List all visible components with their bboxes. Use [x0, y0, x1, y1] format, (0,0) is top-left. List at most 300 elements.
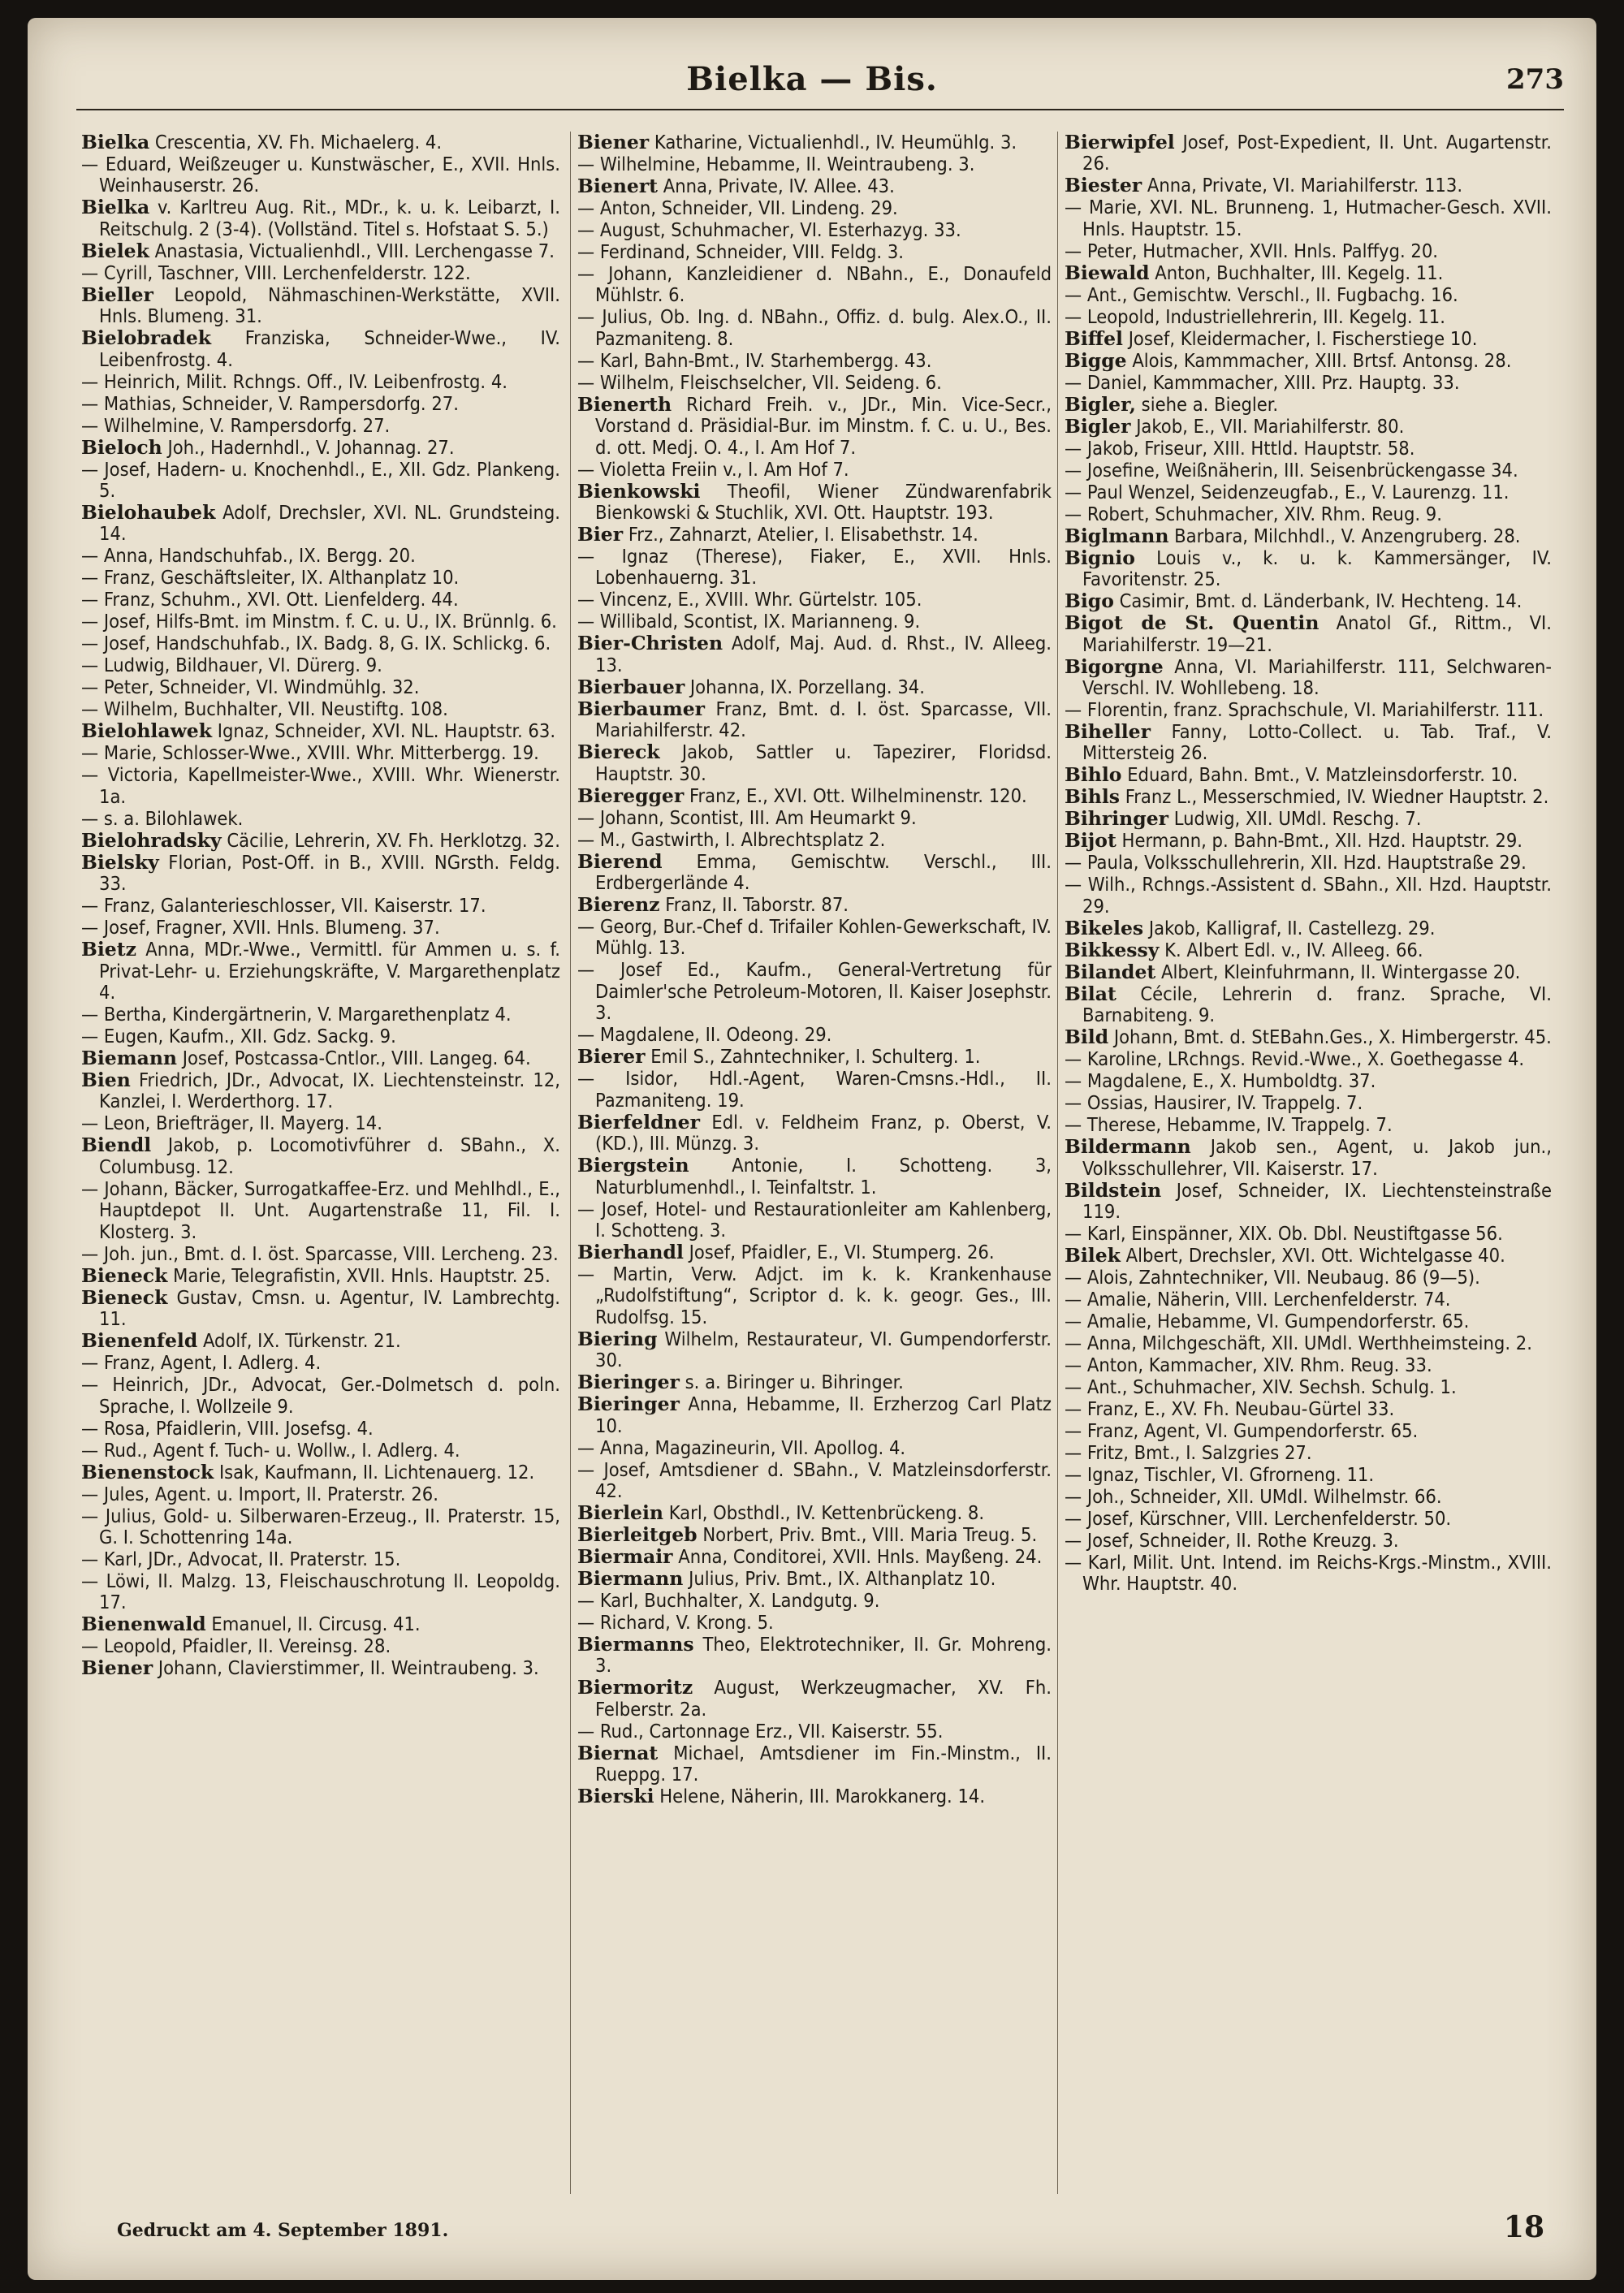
entry-details: siehe a. Biegler. — [1141, 392, 1279, 416]
entry-details: Casimir, Bmt. d. Länderbank, IV. Hechteng. 14. — [1119, 589, 1522, 613]
directory-entry — [1065, 1420, 1552, 1441]
entry-surname: Bielek — [81, 239, 149, 262]
entry-details: — Ferdinand, Schneider, VIII. Feldg. 3. — [577, 240, 905, 263]
entry-details: — Anton, Schneider, VII. Lindeng. 29. — [577, 196, 898, 219]
entry-details: Cécile, Lehrerin d. franz. Sprache, VI. Barnabiteng. 9. — [1082, 982, 1552, 1027]
directory-entry — [81, 1069, 560, 1112]
directory-entry — [577, 1198, 1052, 1242]
directory-entry — [577, 916, 1052, 959]
directory-entry — [577, 1524, 1052, 1545]
entry-details: — s. a. Bilohlawek. — [81, 806, 244, 830]
entry-surname: Bigot de St. Quentin — [1065, 611, 1320, 635]
entry-surname: Bierer — [577, 1045, 646, 1069]
entry-details: Adolf, Maj. Aud. d. Rhst., IV. Alleeg. 13. — [595, 632, 1052, 676]
entry-surname: Bielka — [81, 132, 150, 153]
entry-details: Franz, II. Taborstr. 87. — [665, 893, 849, 917]
entry-surname: Bienerth — [577, 392, 672, 416]
directory-entry — [81, 1570, 560, 1613]
entry-details: — Marie, XVI. NL. Brunneng. 1, Hutmacher-Gesch. XVII. Hnls. Hauptstr. 15. — [1065, 196, 1552, 240]
entry-surname: Bild — [1065, 1026, 1109, 1049]
entry-details: — Paul Wenzel, Seidenzeugfab., E., V. Laurenzg. 11. — [1065, 480, 1510, 503]
directory-entry — [577, 807, 1052, 828]
entry-details: — Georg, Bur.-Chef d. Trifailer Kohlen-Gewerkschaft, IV. Mühlg. 13. — [577, 915, 1052, 960]
directory-entry — [1065, 764, 1552, 785]
directory-entry — [81, 808, 560, 829]
entry-details: Isak, Kaufmann, II. Lichtenauerg. 12. — [218, 1460, 535, 1483]
entry-surname: Biener — [577, 132, 650, 153]
directory-entry — [577, 1590, 1052, 1611]
entry-details: — Josef, Schneider, II. Rothe Kreuzg. 3. — [1065, 1529, 1399, 1552]
directory-entry — [1065, 394, 1552, 415]
directory-entry — [81, 1352, 560, 1373]
directory-entry — [81, 720, 560, 741]
entry-surname: Bildstein — [1065, 1178, 1162, 1202]
entry-details: Emil S., Zahntechniker, I. Schulterg. 1. — [650, 1045, 981, 1069]
entry-surname: Bikkessy — [1065, 938, 1160, 961]
entry-details: Josef, Pfaidler, E., VI. Stumperg. 26. — [689, 1240, 995, 1263]
directory-entry — [81, 742, 560, 763]
directory-entry — [81, 459, 560, 502]
entry-details: Crescentia, XV. Fh. Michaelerg. 4. — [154, 132, 443, 153]
directory-entry — [81, 939, 560, 1003]
entry-details: — Julius, Ob. Ing. d. NBahn., Offiz. d. bulg. Alex.O., II. Pazmaniteng. 8. — [577, 305, 1052, 350]
entry-surname: Bielobradek — [81, 326, 212, 350]
entry-details: Josef, Post-Expedient, II. Unt. Augartenstr. 26. — [1082, 132, 1552, 175]
entry-details: — Franz, Agent, VI. Gumpendorferstr. 65. — [1065, 1419, 1419, 1443]
directory-entry — [81, 327, 560, 370]
directory-entry — [1065, 1552, 1552, 1595]
directory-entry — [81, 895, 560, 916]
entry-details: Joh., Hadernhdl., V. Johannag. 27. — [167, 435, 455, 459]
directory-entry — [81, 284, 560, 327]
entry-details: Johann, Bmt. d. StEBahn.Ges., X. Himbergerstr. 45. — [1113, 1026, 1552, 1049]
entry-details: Ludwig, XII. UMdl. Reschg. 7. — [1173, 807, 1422, 831]
entry-details: K. Albert Edl. v., IV. Alleeg. 66. — [1164, 938, 1423, 961]
entry-details: — Johann, Kanzleidiener d. NBahn., E., Donaufeld Mühlstr. 6. — [577, 262, 1052, 307]
directory-entry — [1065, 721, 1552, 764]
entry-details: — Julius, Gold- u. Silberwaren-Erzeug., II. Praterstr. 15, G. I. Schottenring 14a. — [81, 1504, 560, 1548]
entry-details: Josef, Postcassa-Cntlor., VIII. Langeg. 64. — [182, 1047, 531, 1070]
entry-surname: Bielohaubek — [81, 501, 216, 525]
directory-entry — [1065, 961, 1552, 982]
directory-entry — [1065, 1223, 1552, 1244]
directory-entry — [1065, 196, 1552, 240]
entry-details: — Vincenz, E., XVIII. Whr. Gürtelstr. 105. — [577, 588, 922, 611]
entry-details: — Josefine, Weißnäherin, III. Seisenbrückengasse 34. — [1065, 458, 1518, 481]
directory-entry — [81, 917, 560, 938]
entry-details: Gustav, Cmsn. u. Agentur, IV. Lambrechtg. 11. — [99, 1285, 560, 1331]
entry-surname: Bierwipfel — [1065, 132, 1175, 153]
entry-details: — Mathias, Schneider, V. Rampersdorfg. 27. — [81, 391, 459, 415]
directory-entry — [577, 1568, 1052, 1589]
entry-details: — Leopold, Industriellehrerin, III. Kegelg. 11. — [1065, 304, 1445, 328]
entry-details: — Ossias, Hausirer, IV. Trappelg. 7. — [1065, 1091, 1363, 1115]
directory-entry — [1065, 284, 1552, 305]
directory-entry — [577, 1371, 1052, 1393]
entry-details: Anton, Buchhalter, III. Kegelg. 11. — [1155, 261, 1444, 284]
entry-details: — Rud., Cartonnage Erz., VII. Kaiserstr. 55. — [577, 1719, 944, 1742]
entry-details: Jakob, Kalligraf, II. Castellezg. 29. — [1148, 916, 1436, 939]
directory-entry — [577, 894, 1052, 915]
running-title: Bielka — Bis. — [686, 60, 938, 98]
entry-details: Jakob, p. Locomotivführer d. SBahn., X. Columbusg. 12. — [99, 1134, 560, 1178]
directory-entry — [81, 240, 560, 261]
directory-column-1 — [81, 132, 560, 2194]
entry-surname: Biemann — [81, 1047, 178, 1070]
directory-entry — [1065, 416, 1552, 437]
entry-details: Theofil, Wiener Zündwarenfabrik Bienkowski & Stuchlik, XVI. Ott. Hauptstr. 193. — [595, 479, 1052, 525]
directory-column-2 — [570, 132, 1052, 2194]
directory-entry — [1065, 1289, 1552, 1310]
directory-entry — [577, 785, 1052, 806]
directory-entry — [81, 132, 560, 153]
entry-surname: Bierski — [577, 1785, 654, 1808]
entry-surname: Biglmann — [1065, 524, 1169, 547]
entry-details: v. Karltreu Aug. Rit., MDr., k. u. k. Leibarzt, I. Reitschulg. 2 (3-4). (Vollständ. Titel s. Hofstaat S. 5.) — [99, 196, 560, 240]
entry-details: — Heinrich, Milit. Rchngs. Off., IV. Leibenfrostg. 4. — [81, 369, 508, 393]
directory-entry — [81, 654, 560, 676]
entry-details: — Anna, Magazineurin, VII. Apollog. 4. — [577, 1436, 906, 1459]
entry-surname: Bijot — [1065, 829, 1116, 853]
entry-surname: Biernat — [577, 1741, 659, 1764]
entry-details: — Rud., Agent f. Tuch- u. Wollw., I. Adlerg. 4. — [81, 1438, 460, 1462]
directory-entry — [577, 306, 1052, 349]
entry-surname: Bierleitgeb — [577, 1522, 698, 1546]
directory-entry — [1065, 240, 1552, 261]
entry-surname: Biendl — [81, 1134, 152, 1157]
directory-entry — [577, 1786, 1052, 1807]
entry-details: — Karl, Bahn-Bmt., IV. Starhembergg. 43. — [577, 348, 932, 372]
entry-surname: Bildermann — [1065, 1135, 1191, 1159]
entry-details: — Anna, Handschuhfab., IX. Bergg. 20. — [81, 544, 416, 568]
entry-details: Franz, Bmt. d. I. öst. Sparcasse, VII. Mariahilferstr. 42. — [595, 697, 1052, 742]
entry-details: — Rosa, Pfaidlerin, VIII. Josefsg. 4. — [81, 1416, 374, 1440]
directory-entry — [81, 262, 560, 283]
directory-entry — [81, 1440, 560, 1461]
entry-surname: Bien — [81, 1069, 131, 1092]
entry-details: — Richard, V. Krong. 5. — [577, 1610, 774, 1634]
directory-entry — [81, 611, 560, 632]
entry-details: Anna, Conditorei, XVII. Hnls. Mayßeng. 24. — [678, 1544, 1043, 1568]
directory-entry — [1065, 939, 1552, 961]
entry-details: — Josef, Hilfs-Bmt. im Minstm. f. C. u. U., IX. Brünnlg. 6. — [81, 610, 557, 633]
directory-entry — [81, 153, 560, 196]
entry-details: — Isidor, Hdl.-Agent, Waren-Cmsns.-Hdl., II. Pazmaniteng. 19. — [577, 1067, 1052, 1112]
directory-entry — [577, 589, 1052, 610]
directory-entry — [577, 1155, 1052, 1198]
directory-entry — [577, 1024, 1052, 1045]
entry-surname: Biergstein — [577, 1154, 689, 1177]
entry-details: — Franz, Schuhm., XVI. Ott. Lienfelderg. 44. — [81, 588, 459, 611]
entry-details: — Anton, Kammacher, XIV. Rhm. Reug. 33. — [1065, 1354, 1432, 1377]
directory-entry — [577, 153, 1052, 175]
print-date-note: Gedruckt am 4. September 1891. — [117, 2220, 449, 2241]
directory-entry — [1065, 1354, 1552, 1375]
entry-details: August, Werkzeugmacher, XV. Fh. Felberstr. 2a. — [595, 1676, 1052, 1721]
directory-entry — [1065, 438, 1552, 459]
entry-details: — Jakob, Friseur, XIII. Httld. Hauptstr. 58. — [1065, 436, 1415, 460]
directory-entry — [1065, 372, 1552, 393]
directory-entry — [81, 1330, 560, 1351]
directory-entry — [81, 1613, 560, 1634]
entry-surname: Biermair — [577, 1544, 673, 1568]
directory-entry — [81, 371, 560, 392]
entry-details: — Daniel, Kammmacher, XIII. Prz. Hauptg. 33. — [1065, 370, 1460, 394]
directory-entry — [577, 633, 1052, 676]
entry-details: — M., Gastwirth, I. Albrechtsplatz 2. — [577, 827, 886, 851]
entry-details: — Josef Ed., Kaufm., General-Vertretung für Daimler'sche Petroleum-Motoren, II. Kaiser Josephstr. 3. — [577, 958, 1052, 1025]
entry-surname: Bihls — [1065, 785, 1121, 809]
entry-details: — Karoline, LRchngs. Revid.-Wwe., X. Goethegasse 4. — [1065, 1047, 1525, 1071]
entry-surname: Bienenwald — [81, 1613, 206, 1636]
entry-details: — Therese, Hebamme, IV. Trappelg. 7. — [1065, 1113, 1393, 1137]
directory-entry — [1065, 874, 1552, 917]
entry-surname: Bienert — [577, 175, 659, 197]
entry-details: — Josef, Handschuhfab., IX. Badg. 8, G. IX. Schlickg. 6. — [81, 632, 551, 655]
entry-details: — Violetta Freiin v., I. Am Hof 7. — [577, 457, 849, 481]
entry-details: — Wilhelm, Fleischselcher, VII. Seideng. 6. — [577, 370, 942, 394]
directory-entry — [1065, 1267, 1552, 1288]
entry-details: — Johann, Bäcker, Surrogatkaffee-Erz. und Mehlhdl., E., Hauptdepot II. Unt. Augartenstraße 11, Fil. I. Klosterg. 3. — [81, 1177, 560, 1243]
directory-entry — [577, 372, 1052, 393]
entry-details: — Amalie, Hebamme, VI. Gumpendorferstr. 65. — [1065, 1310, 1470, 1333]
directory-entry — [1065, 1311, 1552, 1332]
directory-entry — [1065, 481, 1552, 503]
entry-details: Ignaz, Schneider, XVI. NL. Hauptstr. 63. — [217, 719, 556, 743]
directory-entry — [81, 393, 560, 414]
directory-entry — [1065, 350, 1552, 371]
entry-surname: Biester — [1065, 174, 1142, 197]
entry-details: Franz, E., XVI. Ott. Wilhelminenstr. 120. — [689, 784, 1027, 807]
directory-entry — [1065, 1092, 1552, 1113]
entry-details: — Cyrill, Taschner, VIII. Lerchenfelderstr. 122. — [81, 261, 471, 284]
directory-entry — [577, 481, 1052, 524]
entry-surname: Bier — [577, 523, 624, 546]
directory-entry — [1065, 306, 1552, 327]
directory-entry — [1065, 808, 1552, 829]
entry-surname: Bihlo — [1065, 763, 1122, 787]
entry-details: — Amalie, Näherin, VIII. Lerchenfelderstr. 74. — [1065, 1288, 1451, 1311]
directory-entry — [577, 524, 1052, 545]
entry-details: Anna, MDr.-Wwe., Vermittl. für Ammen u. s. f. Privat-Lehr- u. Erziehungskräfte, V. Margarethenplatz 4. — [99, 938, 560, 1004]
directory-entry — [577, 219, 1052, 240]
entry-surname: Biering — [577, 1327, 658, 1350]
directory-entry — [577, 546, 1052, 589]
entry-details: — Josef, Amtsdiener d. SBahn., V. Matzleinsdorferstr. 42. — [577, 1457, 1052, 1502]
entry-surname: Biermoritz — [577, 1676, 693, 1699]
entry-surname: Bigorgne — [1065, 654, 1164, 678]
signature-mark: 18 — [1503, 2210, 1544, 2244]
entry-details: Antonie, I. Schotteng. 3, Naturblumenhdl., I. Teinfaltstr. 1. — [595, 1154, 1052, 1198]
entry-details: Barbara, Milchhdl., V. Anzengruberg. 28. — [1174, 524, 1521, 547]
directory-entry — [577, 263, 1052, 306]
entry-surname: Bigler — [1065, 414, 1131, 438]
entry-details: Katharine, Victualienhdl., IV. Heumühlg. 3. — [654, 132, 1017, 153]
entry-details: Richard Freih. v., JDr., Min. Vice-Secr., Vorstand d. Präsidial-Bur. im Minstm. f. C. u. U., Bes. d. ott. Medj. O. 4., I. Am Hof 7. — [595, 392, 1052, 459]
entry-details: — Marie, Schlosser-Wwe., XVIII. Whr. Mitterbergg. 19. — [81, 741, 539, 765]
entry-surname: Bierfeldner — [577, 1110, 700, 1134]
directory-entry — [577, 1068, 1052, 1111]
directory-entry — [577, 829, 1052, 850]
entry-surname: Bierbauer — [577, 675, 685, 698]
entry-details: — Ignaz, Tischler, VI. Gfrorneng. 11. — [1065, 1463, 1375, 1487]
entry-details: Josef, Kleidermacher, I. Fischerstiege 10. — [1128, 326, 1478, 350]
directory-entry — [81, 1243, 560, 1264]
directory-page — [28, 18, 1596, 2280]
directory-entry — [81, 852, 560, 895]
directory-entry — [577, 851, 1052, 894]
directory-entry — [577, 1546, 1052, 1567]
entry-surname: Bilat — [1065, 982, 1116, 1005]
entry-details: Helene, Näherin, III. Marokkanerg. 14. — [659, 1785, 986, 1808]
directory-entry — [1065, 175, 1552, 196]
entry-details: Florian, Post-Off. in B., XVIII. NGrsth. Feldg. 33. — [99, 850, 560, 896]
entry-details: Josef, Schneider, IX. Liechtensteinstraße 119. — [1082, 1178, 1552, 1224]
directory-entry — [81, 633, 560, 654]
entry-details: — Ant., Gemischtw. Verschl., II. Fugbachg. 16. — [1065, 283, 1458, 306]
directory-entry — [1065, 1442, 1552, 1463]
directory-entry — [577, 959, 1052, 1023]
directory-entry — [81, 1505, 560, 1548]
directory-entry — [577, 132, 1052, 153]
directory-entry — [81, 830, 560, 851]
entry-details: Anna, Private, VI. Mariahilferstr. 113. — [1147, 174, 1463, 197]
directory-entry — [577, 741, 1052, 784]
entry-details: — Karl, Buchhalter, X. Landgutg. 9. — [577, 1588, 880, 1612]
entry-details: Anatol Gf., Rittm., VI. Mariahilferstr. 19—21. — [1082, 611, 1552, 656]
directory-entry — [81, 502, 560, 545]
entry-details: — Alois, Zahntechniker, VII. Neubaug. 86 (9—5). — [1065, 1266, 1480, 1289]
entry-surname: Biewald — [1065, 261, 1150, 284]
directory-entry — [81, 589, 560, 610]
entry-surname: Bierend — [577, 849, 663, 873]
entry-surname: Biermanns — [577, 1632, 694, 1656]
entry-details: — Eugen, Kaufm., XII. Gdz. Sackg. 9. — [81, 1025, 396, 1048]
directory-entry — [81, 196, 560, 240]
entry-surname: Bienenstock — [81, 1460, 214, 1483]
directory-entry — [577, 1502, 1052, 1523]
entry-surname: Bieneck — [81, 1263, 168, 1287]
entry-details: Marie, Telegrafistin, XVII. Hnls. Hauptstr. 25. — [173, 1263, 551, 1287]
entry-details: Franz L., Messerschmied, IV. Wiedner Hauptstr. 2. — [1125, 785, 1549, 809]
entry-details: — Eduard, Weißzeuger u. Kunstwäscher, E., XVII. Hnls. Weinhauserstr. 26. — [81, 153, 560, 197]
directory-entry — [1065, 1180, 1552, 1223]
entry-details: — Anna, Milchgeschäft, XII. UMdl. Werthheimsteing. 2. — [1065, 1332, 1532, 1355]
entry-details: — Joh., Schneider, XII. UMdl. Wilhelmstr. 66. — [1065, 1485, 1442, 1509]
entry-details: Franziska, Schneider-Wwe., IV. Leibenfrostg. 4. — [99, 326, 560, 371]
entry-details: — Johann, Scontist, III. Am Heumarkt 9. — [577, 805, 917, 829]
directory-entry — [1065, 983, 1552, 1026]
entry-details: — Franz, Agent, I. Adlerg. 4. — [81, 1351, 322, 1375]
directory-entry — [81, 1483, 560, 1505]
entry-details: — Peter, Hutmacher, XVII. Hnls. Palffyg. 20. — [1065, 239, 1438, 262]
entry-surname: Bierbaumer — [577, 697, 706, 720]
entry-details: Friedrich, JDr., Advocat, IX. Liechtensteinstr. 12, Kanzlei, I. Werderthorg. 17. — [99, 1069, 560, 1113]
directory-column-3 — [1057, 132, 1552, 2194]
directory-entry — [81, 1047, 560, 1069]
entry-details: Albert, Kleinfuhrmann, II. Wintergasse 20. — [1161, 960, 1521, 983]
directory-entry — [577, 459, 1052, 480]
directory-entry — [1065, 1486, 1552, 1507]
entry-details: Eduard, Bahn. Bmt., V. Matzleinsdorferstr. 10. — [1127, 763, 1518, 787]
page-number: 273 — [1506, 63, 1564, 96]
directory-entry — [81, 1657, 560, 1678]
directory-entry — [577, 1612, 1052, 1633]
entry-details: — Willibald, Scontist, IX. Marianneng. 9. — [577, 610, 921, 633]
entry-details: Leopold, Nähmaschinen-Werkstätte, XVII. Hnls. Blumeng. 31. — [99, 283, 560, 328]
entry-surname: Bieringer — [577, 1393, 680, 1416]
entry-details: Anna, Private, IV. Allee. 43. — [663, 175, 895, 197]
directory-entry — [577, 350, 1052, 371]
entry-details: — Fritz, Bmt., I. Salzgries 27. — [1065, 1441, 1312, 1465]
directory-entry — [577, 1328, 1052, 1371]
entry-surname: Bielsky — [81, 850, 159, 874]
entry-details: — Wilhelmine, Hebamme, II. Weintraubeng. 3. — [577, 153, 975, 175]
entry-surname: Bieringer — [577, 1371, 680, 1394]
directory-entry — [1065, 328, 1552, 349]
directory-entry — [1065, 1070, 1552, 1091]
entry-details: — Josef, Fragner, XVII. Hnls. Blumeng. 37. — [81, 916, 440, 939]
entry-surname: Bienenfeld — [81, 1329, 198, 1353]
entry-details: — Martin, Verw. Adjct. im k. k. Krankenhause „Rudolfstiftung“, Scriptor d. k. k. geogr. Ges., III. Rudolfsg. 15. — [577, 1262, 1052, 1328]
entry-details: — Paula, Volksschullehrerin, XII. Hzd. Hauptstraße 29. — [1065, 851, 1527, 874]
directory-entry — [577, 1742, 1052, 1786]
entry-details: Emma, Gemischtw. Verschl., III. Erdbergerlände 4. — [595, 849, 1052, 895]
entry-surname: Bieneck — [81, 1285, 168, 1309]
directory-entry — [81, 1265, 560, 1286]
entry-surname: Bierlein — [577, 1501, 664, 1524]
entry-surname: Bikeles — [1065, 916, 1144, 939]
entry-surname: Bigo — [1065, 589, 1114, 613]
entry-details: — August, Schuhmacher, VI. Esterhazyg. 33. — [577, 218, 961, 241]
directory-entry — [577, 1242, 1052, 1263]
directory-entry — [81, 545, 560, 566]
entry-surname: Biener — [81, 1656, 153, 1680]
entry-surname: Bilek — [1065, 1244, 1121, 1267]
entry-details: — Franz, Geschäftsleiter, IX. Althanplatz 10. — [81, 566, 460, 589]
entry-details: Karl, Obsthdl., IV. Kettenbrückeng. 8. — [668, 1501, 985, 1524]
entry-details: Adolf, Drechsler, XVI. NL. Grundsteing. 14. — [99, 501, 560, 546]
entry-surname: Bielohradsky — [81, 828, 222, 852]
directory-entry — [81, 764, 560, 807]
entry-details: Theo, Elektrotechniker, II. Gr. Mohreng. 3. — [595, 1632, 1052, 1678]
entry-surname: Bilandet — [1065, 960, 1156, 983]
directory-entry — [81, 437, 560, 458]
entry-surname: Biermann — [577, 1566, 684, 1590]
entry-details: Frz., Zahnarzt, Atelier, I. Elisabethstr. 14. — [628, 523, 978, 546]
entry-details: Norbert, Priv. Bmt., VIII. Maria Treug. 5. — [702, 1522, 1038, 1546]
directory-entry — [81, 1287, 560, 1330]
entry-surname: Bigge — [1065, 348, 1127, 372]
entry-details: — Löwi, II. Malzg. 13, Fleischauschrotung II. Leopoldg. 17. — [81, 1569, 560, 1614]
directory-entry — [577, 175, 1052, 196]
entry-details: — Robert, Schuhmacher, XIV. Rhm. Reug. 9. — [1065, 502, 1442, 525]
directory-entry — [577, 1046, 1052, 1067]
entry-details: — Joh. jun., Bmt. d. I. öst. Sparcasse, VIII. Lercheng. 23. — [81, 1242, 559, 1265]
entry-details: — Karl, Milit. Unt. Intend. im Reichs-Krgs.-Minstm., XVIII. Whr. Hauptstr. 40. — [1065, 1551, 1552, 1596]
entry-details: — Leon, Briefträger, II. Mayerg. 14. — [81, 1112, 382, 1135]
directory-entry — [81, 1374, 560, 1417]
entry-details: Adolf, IX. Türkenstr. 21. — [203, 1329, 401, 1353]
directory-entry — [577, 1112, 1052, 1155]
directory-entry — [577, 676, 1052, 697]
directory-entry — [1065, 1114, 1552, 1135]
entry-details: Johanna, IX. Porzellang. 34. — [689, 675, 925, 698]
entry-surname: Biheller — [1065, 720, 1151, 744]
directory-entry — [1065, 786, 1552, 807]
directory-entry — [1065, 656, 1552, 699]
directory-entry — [1065, 460, 1552, 481]
